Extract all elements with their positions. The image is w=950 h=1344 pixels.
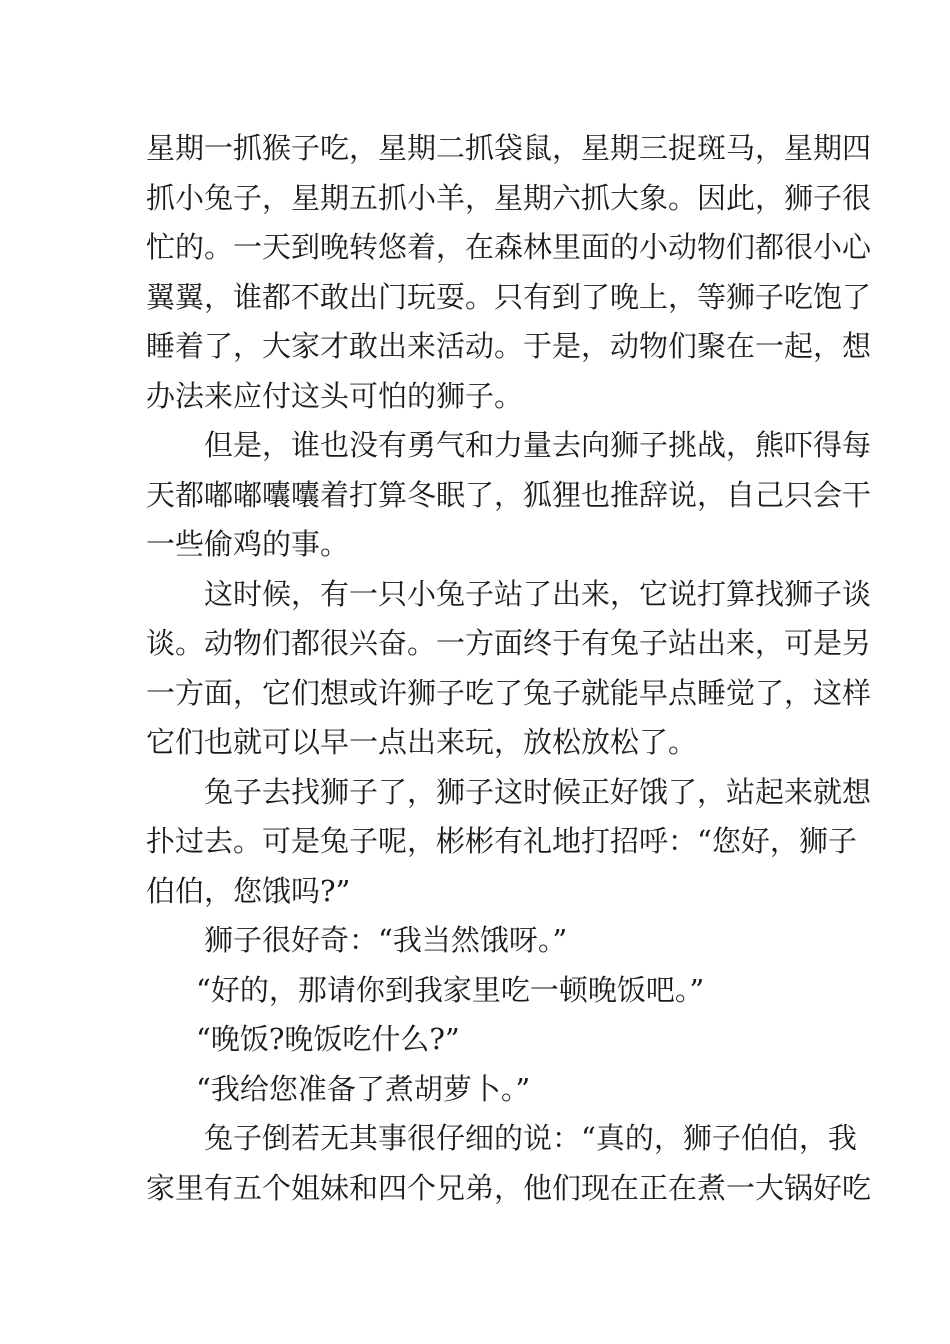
paragraph-1 [146,124,872,421]
text-line: 兔子去找狮子了，狮子这时候正好饿了，站起来就想 [204,774,872,809]
text-line: “晚饭?晚饭吃什么?” [196,1022,460,1056]
paragraph-8 [146,1065,808,1115]
text-line: 扑过去。可是兔子呢，彬彬有礼地打招呼：“您好，狮子 [146,824,857,858]
text-line: 睡着了，大家才敢出来活动。于是，动物们聚在一起，想 [146,329,872,363]
paragraph-7 [146,1015,808,1065]
text-line: 一些偷鸡的事。 [146,527,350,561]
text-line: 狮子很好奇：“我当然饿呀。” [204,923,568,957]
text-line: 星期一抓猴子吃，星期二抓袋鼠，星期三捉斑马，星期四 [146,131,872,165]
text-line: 办法来应付这头可怕的狮子。 [146,378,524,413]
text-line: 一方面，它们想或许狮子吃了兔子就能早点睡觉了，这样 [146,675,872,710]
text-line: 这时候，有一只小兔子站了出来，它说打算找狮子谈 [204,576,872,611]
text-line: 它们也就可以早一点出来玩，放松放松了。 [146,725,698,759]
paragraph-6 [146,966,808,1016]
paragraph-2 [146,421,872,570]
text-line: 翼翼，谁都不敢出门玩耍。只有到了晚上，等狮子吃饱了 [146,279,872,314]
text-line: 天都嘟嘟囔囔着打算冬眠了，狐狸也推辞说，自己只会干 [146,477,872,512]
text-line: 伯伯，您饿吗?” [146,873,351,908]
paragraph-9 [146,1114,872,1213]
text-line: 抓小兔子，星期五抓小羊，星期六抓大象。因此，狮子很 [146,180,872,215]
story-text [146,124,872,1213]
text-line: 但是，谁也没有勇气和力量去向狮子挑战，熊吓得每 [204,428,872,462]
text-line: 忙的。一天到晚转悠着，在森林里面的小动物们都很小心 [146,230,872,264]
text-line: 兔子倒若无其事很仔细的说：“真的，狮子伯伯，我 [204,1121,857,1155]
paragraph-5 [146,916,808,966]
text-line: “好的，那请你到我家里吃一顿晚饭吧。” [196,972,705,1007]
paragraph-3 [146,570,872,768]
text-line: 谈。动物们都很兴奋。一方面终于有兔子站出来，可是另 [146,626,872,660]
text-line: 家里有五个姐妹和四个兄弟，他们现在正在煮一大锅好吃 [146,1170,872,1205]
paragraph-4 [146,768,872,917]
text-line: “我给您准备了煮胡萝卜。” [196,1071,531,1106]
